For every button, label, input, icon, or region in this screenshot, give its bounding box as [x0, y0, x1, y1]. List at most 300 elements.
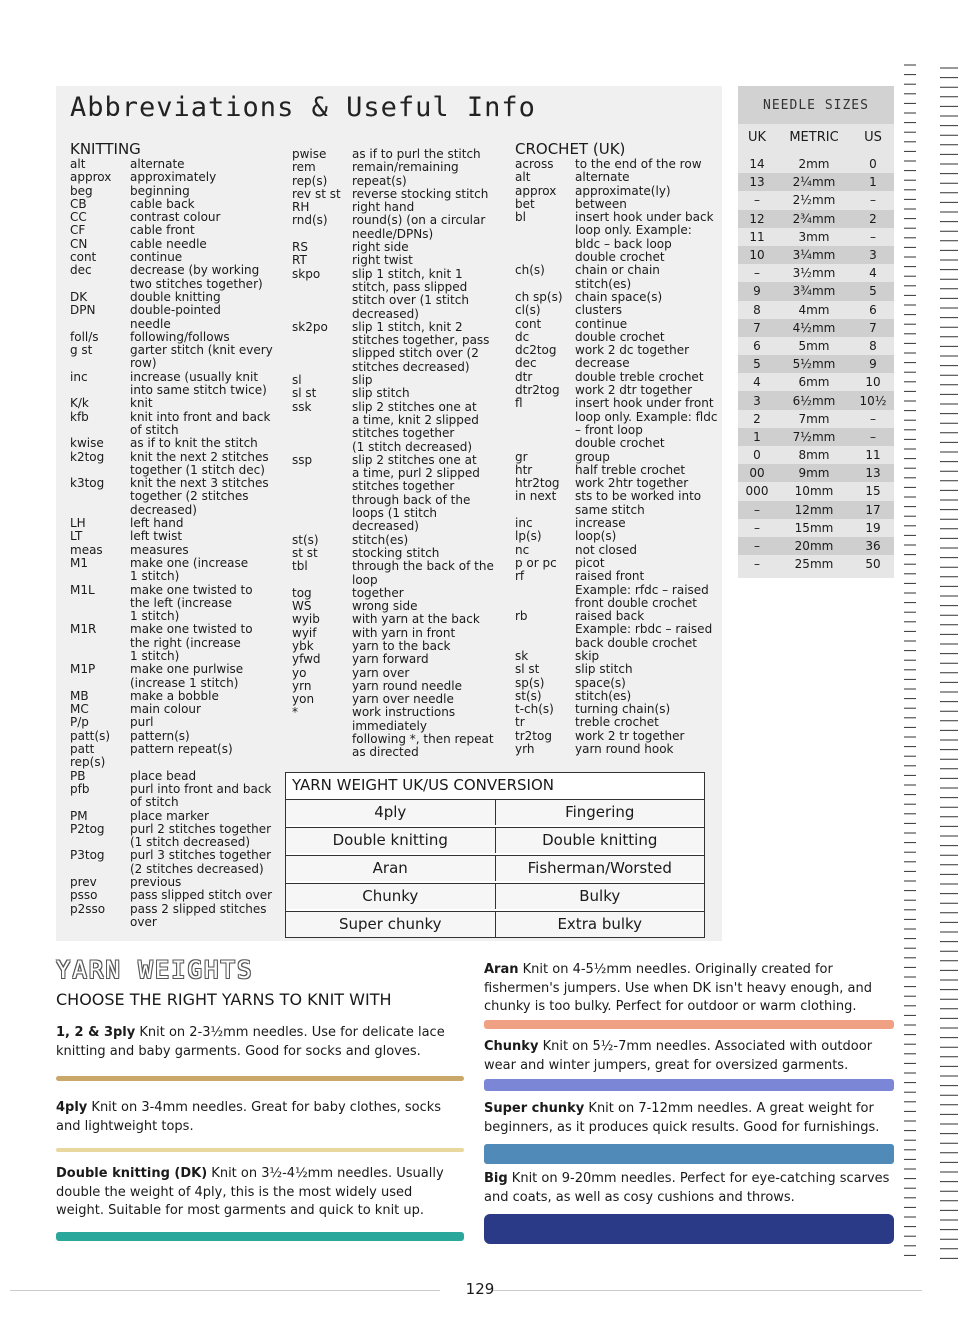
abbreviation-definition: with yarn at the back	[352, 612, 480, 627]
abbreviation-term: patt rep(s)	[70, 742, 106, 770]
abbreviation-row	[70, 224, 275, 237]
needle-uk: 6	[753, 338, 761, 353]
abbreviation-term: gr	[515, 449, 528, 464]
abbreviation-term: bet	[515, 196, 535, 211]
needle-uk: 14	[749, 157, 765, 172]
abbreviation-term: p2sso	[70, 901, 106, 916]
abbreviation-row	[292, 680, 502, 693]
abbreviation-row	[70, 264, 275, 291]
conversion-us: Double knitting	[496, 828, 705, 853]
needle-uk: –	[754, 193, 760, 208]
abbreviation-definition: knit into front and back of stitch	[130, 409, 271, 437]
needle-uk: 000	[745, 484, 769, 499]
abbreviation-definition: between	[575, 196, 627, 211]
abbreviation-definition: contrast colour	[130, 210, 221, 225]
abbreviation-row	[70, 304, 275, 331]
abbreviation-definition: cable back	[130, 196, 195, 211]
abbreviation-definition: double knitting	[130, 289, 221, 304]
abbreviation-term: CB	[70, 196, 87, 211]
conversion-uk: 4ply	[286, 800, 496, 825]
needle-uk: –	[754, 266, 760, 281]
abbreviation-term: kfb	[70, 409, 89, 424]
abbreviation-row	[515, 650, 720, 663]
abbreviation-row	[515, 730, 720, 743]
abbreviation-term: M1	[70, 555, 88, 570]
abbreviation-term: sl st	[292, 386, 317, 401]
abbreviation-definition: clusters	[575, 303, 623, 318]
needle-uk: 10	[749, 248, 765, 263]
abbreviation-term: dc2tog	[515, 343, 557, 358]
needle-us: 19	[865, 520, 881, 535]
abbreviation-definition: right side	[352, 240, 409, 255]
needle-size-row	[738, 155, 894, 173]
abbreviation-definition: chain or chain stitch(es)	[575, 263, 660, 291]
needle-us: 2	[869, 211, 877, 226]
abbreviation-term: cont	[515, 316, 542, 331]
abbreviation-row	[70, 770, 275, 783]
needle-metric: 5mm	[798, 338, 830, 353]
needle-size-row	[738, 246, 894, 264]
needle-size-row	[738, 519, 894, 537]
needle-us: 13	[865, 466, 881, 481]
needle-us: 9	[869, 357, 877, 372]
needle-uk: –	[754, 557, 760, 572]
abbreviation-term: rnd(s)	[292, 213, 328, 228]
needle-us: 15	[865, 484, 881, 499]
abbreviation-definition: cable needle	[130, 236, 207, 251]
abbreviation-row	[292, 321, 502, 374]
needle-size-row	[738, 337, 894, 355]
abbreviation-row	[515, 690, 720, 703]
abbreviation-definition: work 2 tr together	[575, 728, 685, 743]
needle-uk: –	[754, 502, 760, 517]
abbreviation-term: inc	[515, 516, 533, 531]
abbreviation-definition: stocking stitch	[352, 545, 440, 560]
abbreviation-term: prev	[70, 875, 97, 890]
needle-us: 8	[869, 338, 877, 353]
abbreviation-row	[292, 268, 502, 321]
abbreviation-row	[292, 148, 502, 161]
needle-metric: 10mm	[794, 484, 834, 499]
conversion-us: Fisherman/Worsted	[496, 856, 705, 881]
abbreviation-row	[70, 251, 275, 264]
abbreviation-row	[515, 185, 720, 198]
abbreviation-definition: together	[352, 585, 404, 600]
abbreviation-definition: decrease (by working two stitches together)	[130, 263, 263, 291]
needle-us: 4	[869, 266, 877, 281]
abbreviation-term: ch sp(s)	[515, 289, 563, 304]
needle-metric: 25mm	[794, 557, 834, 572]
abbreviation-definition: make one purlwise (increase 1 stitch)	[130, 662, 244, 690]
abbreviation-term: dc	[515, 329, 530, 344]
abbreviation-row	[292, 706, 502, 759]
abbreviation-term: rb	[515, 609, 528, 624]
abbreviation-row	[292, 188, 502, 201]
needle-sizes-title: NEEDLE SIZES	[738, 86, 894, 124]
abbreviation-term: P2tog	[70, 821, 105, 836]
page-title: Abbreviations & Useful Info	[70, 92, 536, 123]
abbreviation-row	[292, 161, 502, 174]
abbreviation-term: across	[515, 157, 554, 171]
abbreviation-definition: pass slipped stitch over	[130, 888, 273, 903]
abbreviation-definition: loop(s)	[575, 529, 617, 544]
abbreviation-row	[515, 291, 720, 304]
needle-uk: 3	[753, 393, 761, 408]
abbreviation-term: ssk	[292, 399, 312, 414]
yarn-strand-chunky	[484, 1079, 894, 1091]
abbreviation-row	[515, 490, 720, 517]
abbreviation-row	[70, 903, 275, 930]
abbreviation-row	[515, 211, 720, 264]
abbreviation-term: wyib	[292, 612, 320, 627]
purl-column	[292, 140, 502, 760]
abbreviation-definition: yarn over	[352, 665, 410, 680]
abbreviation-term: htr2tog	[515, 476, 560, 491]
abbreviation-row	[292, 374, 502, 387]
abbreviation-row	[70, 849, 275, 876]
abbreviation-row	[292, 693, 502, 706]
needle-us: –	[870, 429, 876, 444]
abbreviation-term: k3tog	[70, 476, 105, 491]
yarn-weights-title: YARN WEIGHTS	[56, 956, 254, 984]
needle-us: 50	[865, 557, 881, 572]
abbreviation-term: sl	[292, 373, 302, 388]
abbreviation-definition: yarn over needle	[352, 692, 454, 707]
crochet-column	[515, 140, 720, 756]
needle-us: 10	[865, 375, 881, 390]
abbreviation-term: dec	[515, 356, 537, 371]
abbreviation-definition: turning chain(s)	[575, 702, 671, 717]
abbreviation-term: DPN	[70, 303, 96, 318]
abbreviation-term: *	[292, 705, 298, 720]
abbreviation-row	[292, 587, 502, 600]
abbreviation-term: nc	[515, 542, 530, 557]
abbreviation-row	[515, 158, 720, 171]
abbreviation-term: sk	[515, 648, 529, 663]
abbreviation-definition: skip	[575, 648, 600, 663]
abbreviation-term: rev st st	[292, 186, 341, 201]
abbreviation-row	[70, 584, 275, 624]
needle-uk: 7	[753, 320, 761, 335]
needle-size-row	[738, 464, 894, 482]
abbreviation-definition: previous	[130, 875, 182, 890]
abbreviation-term: LH	[70, 516, 86, 531]
abbreviation-term: yrh	[515, 742, 535, 757]
abbreviation-row	[70, 544, 275, 557]
conversion-uk: Super chunky	[286, 912, 496, 937]
needle-uk: 2	[753, 411, 761, 426]
abbreviation-definition: place marker	[130, 808, 209, 823]
abbreviation-definition: knit	[130, 396, 153, 411]
needle-size-row	[738, 282, 894, 300]
knitting-column	[70, 140, 275, 929]
abbreviation-definition: double treble crochet	[575, 369, 704, 384]
abbreviation-term: yrn	[292, 678, 312, 693]
abbreviation-row	[515, 557, 720, 570]
abbreviation-term: dec	[70, 263, 92, 278]
abbreviation-row	[70, 171, 275, 184]
abbreviation-definition: place bead	[130, 768, 197, 783]
abbreviation-term: M1R	[70, 622, 97, 637]
abbreviation-term: beg	[70, 183, 93, 198]
abbreviation-definition: increase	[575, 516, 626, 531]
abbreviation-definition: stitch(es)	[352, 532, 409, 547]
abbreviation-term: M1L	[70, 582, 95, 597]
abbreviation-definition: right twist	[352, 253, 413, 268]
abbreviation-row	[292, 653, 502, 666]
needle-metric: 5½mm	[792, 357, 836, 372]
needle-metric: 7mm	[798, 411, 830, 426]
needle-uk: –	[754, 539, 760, 554]
header-us: US	[864, 130, 882, 145]
abbreviation-row	[292, 547, 502, 560]
abbreviation-row	[292, 640, 502, 653]
abbreviation-row	[70, 716, 275, 729]
conversion-us: Fingering	[496, 800, 705, 825]
abbreviation-definition: raised front Example: rfdc – raised front double crochet	[575, 569, 709, 610]
abbreviation-definition: group	[575, 449, 610, 464]
conversion-us: Extra bulky	[496, 912, 705, 937]
abbreviation-row	[70, 663, 275, 690]
abbreviation-definition: increase (usually knit into same stitch twice)	[130, 369, 267, 398]
abbreviation-definition: approximately	[130, 170, 217, 185]
abbreviation-row	[70, 331, 275, 344]
abbreviation-definition: pattern(s)	[130, 728, 190, 743]
abbreviation-row	[70, 397, 275, 410]
abbreviation-definition: continue	[130, 250, 183, 265]
conversion-uk: Aran	[286, 856, 496, 881]
abbreviation-term: wyif	[292, 625, 317, 640]
needle-size-row	[738, 501, 894, 519]
abbreviation-definition: slip 2 stitches one at a time, knit 2 slipped stitches together (1 stitch decreased)	[352, 399, 479, 454]
needle-size-row	[738, 191, 894, 209]
abbreviation-term: RT	[292, 253, 307, 268]
abbreviation-definition: purl 2 stitches together (1 stitch decreased)	[130, 821, 272, 850]
abbreviation-definition: stitch(es)	[575, 688, 632, 703]
abbreviation-row	[70, 530, 275, 543]
abbreviation-row	[70, 703, 275, 716]
abbreviation-term: ybk	[292, 638, 314, 653]
abbreviation-row	[70, 198, 275, 211]
abbreviation-definition: to the end of the row	[575, 157, 702, 171]
abbreviation-definition: insert hook under front loop only. Example: fldc – front loop double crochet	[575, 396, 718, 451]
abbreviation-term: LT	[70, 529, 83, 544]
needle-metric: 2mm	[798, 157, 830, 172]
abbreviation-row	[292, 600, 502, 613]
abbreviation-term: skpo	[292, 266, 321, 281]
abbreviation-term: PM	[70, 808, 88, 823]
needle-uk: 8	[753, 302, 761, 317]
abbreviation-term: sp(s)	[515, 675, 545, 690]
abbreviation-term: p or pc	[515, 555, 557, 570]
needle-metric: 12mm	[794, 502, 834, 517]
abbreviation-row	[515, 477, 720, 490]
abbreviation-term: yfwd	[292, 652, 321, 667]
abbreviation-definition: as if to purl the stitch	[352, 147, 481, 161]
abbreviation-definition: half treble crochet	[575, 462, 686, 477]
abbreviation-term: M1P	[70, 662, 96, 677]
abbreviation-term: st(s)	[292, 532, 319, 547]
yarn-entry: 1, 2 & 3ply Knit on 2-3½mm needles. Use for delicate lace knitting and baby garments. Good for socks and gloves.	[56, 1025, 445, 1059]
abbreviation-term: sk2po	[292, 319, 328, 334]
abbreviation-row	[515, 198, 720, 211]
header-uk: UK	[747, 130, 767, 145]
abbreviation-row	[70, 185, 275, 198]
abbreviation-row	[70, 158, 275, 171]
needle-metric: 4mm	[798, 302, 830, 317]
crochet-list	[515, 158, 720, 756]
abbreviation-term: sl st	[515, 662, 540, 677]
needle-metric: 4½mm	[792, 320, 836, 335]
needle-us: –	[870, 229, 876, 244]
needle-size-row	[738, 537, 894, 555]
needle-metric: 2¼mm	[792, 175, 836, 190]
abbreviation-definition: insert hook under back loop only. Example: bldc – back loop double crochet	[575, 210, 714, 265]
needle-us: 11	[865, 448, 881, 463]
abbreviation-term: PB	[70, 768, 86, 783]
abbreviation-row	[515, 530, 720, 543]
needle-size-row	[738, 482, 894, 500]
abbreviation-row	[515, 318, 720, 331]
abbreviation-row	[70, 823, 275, 850]
abbreviation-term: psso	[70, 888, 98, 903]
abbreviation-definition: picot	[575, 555, 605, 570]
abbreviation-term: in next	[515, 489, 557, 504]
yarn-strand-super-chunky	[484, 1144, 894, 1164]
abbreviation-definition: make one (increase 1 stitch)	[130, 555, 249, 584]
abbreviation-term: g st	[70, 343, 93, 358]
needle-us: 6	[869, 302, 877, 317]
needle-metric: 8mm	[798, 448, 830, 463]
abbreviation-row	[70, 889, 275, 902]
yarn-strand-dk	[56, 1232, 464, 1241]
abbreviation-term: st st	[292, 545, 318, 560]
abbreviation-term: rf	[515, 569, 525, 584]
yarn-entry: Aran Knit on 4-5½mm needles. Originally created for fishermen's jumpers. Use when DK isn't heavy enough, and chunky is too bulky. Perfect for outdoor or warm clothing.	[484, 962, 872, 1014]
abbreviation-definition: repeat(s)	[352, 173, 407, 188]
conversion-uk: Double knitting	[286, 828, 496, 853]
yarn-entry: Super chunky Knit on 7-12mm needles. A great weight for beginners, as it produces quick results. Good for furnishings.	[484, 1101, 880, 1135]
abbreviation-row	[292, 401, 502, 454]
abbreviation-definition: slip stitch	[575, 662, 633, 677]
abbreviation-term: MB	[70, 688, 89, 703]
abbreviation-row	[292, 534, 502, 547]
conversion-row	[286, 883, 704, 909]
knitting-heading: KNITTING	[70, 140, 141, 158]
abbreviation-row	[70, 743, 275, 770]
needle-uk: 12	[749, 211, 765, 226]
abbreviation-row	[515, 451, 720, 464]
needle-us: –	[870, 193, 876, 208]
abbreviation-row	[292, 214, 502, 241]
abbreviation-term: tr	[515, 715, 525, 730]
abbreviation-definition: left hand	[130, 516, 184, 531]
yarn-entry: 4ply Knit on 3-4mm needles. Great for baby clothes, socks and lightweight tops.	[56, 1100, 442, 1134]
abbreviation-definition: approximate(ly)	[575, 183, 671, 198]
abbreviation-definition: chain space(s)	[575, 289, 663, 304]
abbreviation-row	[515, 517, 720, 530]
abbreviation-definition: yarn round needle	[352, 678, 462, 693]
abbreviation-row	[515, 384, 720, 397]
abbreviation-definition: pass 2 slipped stitches over	[130, 901, 267, 929]
abbreviation-definition: yarn round hook	[575, 742, 674, 757]
abbreviation-term: rep(s)	[292, 173, 328, 188]
needle-us: 36	[865, 539, 881, 554]
abbreviation-definition: slip 2 stitches one at a time, purl 2 slipped stitches together through back of the loops (1 stitch decreased)	[352, 452, 480, 534]
yarn-entry: Double knitting (DK) Knit on 3½-4½mm needles. Usually double the weight of 4ply, this is the most widely used weight. Suitable for most garments and quick to knit up.	[56, 1166, 444, 1218]
needle-size-row	[738, 410, 894, 428]
abbreviation-row	[70, 517, 275, 530]
header-metric: METRIC	[789, 130, 839, 145]
abbreviation-term: tbl	[292, 559, 308, 574]
yarn-conversion-table	[285, 772, 705, 938]
needle-uk: 0	[753, 448, 761, 463]
conversion-uk: Chunky	[286, 884, 496, 909]
abbreviation-row	[70, 690, 275, 703]
abbreviation-definition: slip	[352, 373, 373, 388]
abbreviation-row	[70, 371, 275, 398]
abbreviation-term: bl	[515, 210, 526, 225]
abbreviation-definition: work instructions immediately following *, then repeat as directed	[352, 705, 494, 760]
needle-size-row	[738, 319, 894, 337]
abbreviation-row	[515, 304, 720, 317]
abbreviation-row	[515, 264, 720, 291]
needle-uk: –	[754, 520, 760, 535]
abbreviation-row	[70, 211, 275, 224]
abbreviation-definition: continue	[575, 316, 628, 331]
abbreviation-definition: garter stitch (knit every row)	[130, 343, 273, 371]
needle-metric: 3¼mm	[792, 248, 836, 263]
abbreviation-term: cont	[70, 250, 97, 265]
abbreviation-row	[70, 557, 275, 584]
conversion-us: Bulky	[496, 884, 705, 909]
conversion-row	[286, 800, 704, 825]
needle-size-row	[738, 446, 894, 464]
abbreviation-row	[292, 175, 502, 188]
needle-uk: 1	[753, 429, 761, 444]
abbreviation-definition: following/follows	[130, 329, 230, 344]
crochet-heading: CROCHET (UK)	[515, 140, 626, 158]
conversion-row	[286, 911, 704, 937]
abbreviation-row	[515, 544, 720, 557]
yarn-weights-subtitle: CHOOSE THE RIGHT YARNS TO KNIT WITH	[56, 990, 392, 1009]
abbreviation-row	[515, 703, 720, 716]
abbreviation-term: MC	[70, 702, 89, 717]
abbreviation-definition: work 2 dc together	[575, 343, 690, 358]
abbreviation-definition: remain/remaining	[352, 160, 459, 175]
needle-us: 0	[869, 157, 877, 172]
abbreviation-term: patt(s)	[70, 728, 110, 743]
abbreviation-definition: round(s) (on a circular needle/DPNs)	[352, 213, 486, 241]
conversion-row	[286, 855, 704, 881]
needle-uk: 5	[753, 357, 761, 372]
abbreviation-definition: purl into front and back of stitch	[130, 781, 272, 810]
abbreviation-row	[515, 677, 720, 690]
abbreviation-definition: wrong side	[352, 599, 418, 614]
purl-list	[292, 148, 502, 760]
abbreviation-definition: left twist	[130, 529, 183, 544]
abbreviation-definition: measures	[130, 542, 189, 557]
abbreviation-row	[515, 171, 720, 184]
needle-metric: 2¾mm	[792, 211, 836, 226]
abbreviation-definition: treble crochet	[575, 715, 659, 730]
needle-size-row	[738, 355, 894, 373]
abbreviation-term: lp(s)	[515, 529, 542, 544]
abbreviation-term: kwise	[70, 436, 104, 451]
needle-us: 17	[865, 502, 881, 517]
abbreviation-row	[70, 730, 275, 743]
yarn-strand-big	[484, 1214, 894, 1244]
